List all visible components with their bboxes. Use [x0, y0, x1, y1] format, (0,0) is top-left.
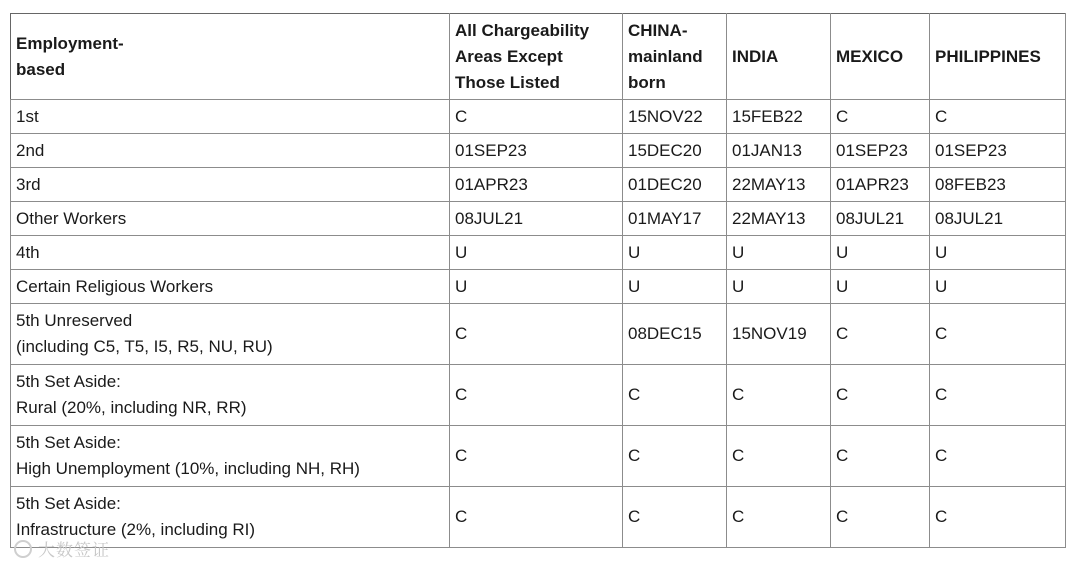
table-cell: C [930, 426, 1066, 487]
table-cell: U [727, 270, 831, 304]
table-cell: 22MAY13 [727, 202, 831, 236]
table-cell: 08JUL21 [930, 202, 1066, 236]
table-cell: 01APR23 [450, 168, 623, 202]
table-row [11, 236, 1066, 270]
header-employment-based: Employment- based [11, 14, 450, 100]
row-label: 1st [11, 100, 450, 134]
table-cell: U [831, 236, 930, 270]
table-cell: 08FEB23 [930, 168, 1066, 202]
table-cell: C [450, 100, 623, 134]
row-label: 4th [11, 236, 450, 270]
table-cell: 15NOV22 [623, 100, 727, 134]
watermark-text: 大数签证 [38, 541, 110, 560]
table-row [11, 134, 1066, 168]
table-cell: C [930, 365, 1066, 426]
table-row [11, 100, 1066, 134]
table-row [11, 202, 1066, 236]
table-row [11, 168, 1066, 202]
row-label: 5th Set Aside: Rural (20%, including NR, RR) [11, 365, 450, 426]
table-row [11, 365, 1066, 426]
table-cell: C [727, 487, 831, 548]
header-row [11, 14, 1066, 100]
row-label: 5th Set Aside: Infrastructure (2%, including RI) [11, 487, 450, 548]
header-philippines: PHILIPPINES [930, 14, 1066, 100]
row-label: 2nd [11, 134, 450, 168]
table-cell: 08JUL21 [831, 202, 930, 236]
table-row [11, 487, 1066, 548]
table-cell: 01MAY17 [623, 202, 727, 236]
table-cell: C [623, 426, 727, 487]
table-cell: C [831, 304, 930, 365]
table-cell: 01SEP23 [450, 134, 623, 168]
row-label: Certain Religious Workers [11, 270, 450, 304]
table-cell: 22MAY13 [727, 168, 831, 202]
table-cell: 08DEC15 [623, 304, 727, 365]
header-india: INDIA [727, 14, 831, 100]
table-cell: U [623, 270, 727, 304]
table-cell: U [727, 236, 831, 270]
table-cell: C [450, 365, 623, 426]
row-label: 3rd [11, 168, 450, 202]
table-row [11, 270, 1066, 304]
table-cell: C [623, 365, 727, 426]
table-cell: C [623, 487, 727, 548]
watermark-logo-icon [14, 540, 32, 558]
table-cell: C [831, 426, 930, 487]
table-cell: 15NOV19 [727, 304, 831, 365]
table-cell: U [930, 270, 1066, 304]
table-cell: 15DEC20 [623, 134, 727, 168]
table-cell: 01SEP23 [930, 134, 1066, 168]
table-cell: 01SEP23 [831, 134, 930, 168]
table-cell: C [727, 426, 831, 487]
table-cell: C [727, 365, 831, 426]
table-row [11, 426, 1066, 487]
table-row [11, 304, 1066, 365]
row-label: Other Workers [11, 202, 450, 236]
row-label: 5th Unreserved (including C5, T5, I5, R5, NU, RU) [11, 304, 450, 365]
table-cell: C [450, 304, 623, 365]
table-cell: C [930, 100, 1066, 134]
table-cell: C [450, 426, 623, 487]
table-cell: 08JUL21 [450, 202, 623, 236]
table-cell: C [831, 100, 930, 134]
header-china: CHINA- mainland born [623, 14, 727, 100]
watermark [14, 536, 110, 561]
table-cell: 15FEB22 [727, 100, 831, 134]
table-cell: C [930, 304, 1066, 365]
table-cell: U [450, 270, 623, 304]
table-cell: U [831, 270, 930, 304]
table-cell: 01DEC20 [623, 168, 727, 202]
table-cell: C [831, 487, 930, 548]
table-cell: 01APR23 [831, 168, 930, 202]
table-cell: U [450, 236, 623, 270]
table-cell: 01JAN13 [727, 134, 831, 168]
table-cell: U [623, 236, 727, 270]
table-cell: C [450, 487, 623, 548]
header-all-chargeability: All Chargeability Areas Except Those Listed [450, 14, 623, 100]
table-cell: C [831, 365, 930, 426]
table-cell: C [930, 487, 1066, 548]
visa-bulletin-table [10, 13, 1066, 548]
header-mexico: MEXICO [831, 14, 930, 100]
table-cell: U [930, 236, 1066, 270]
row-label: 5th Set Aside: High Unemployment (10%, including NH, RH) [11, 426, 450, 487]
